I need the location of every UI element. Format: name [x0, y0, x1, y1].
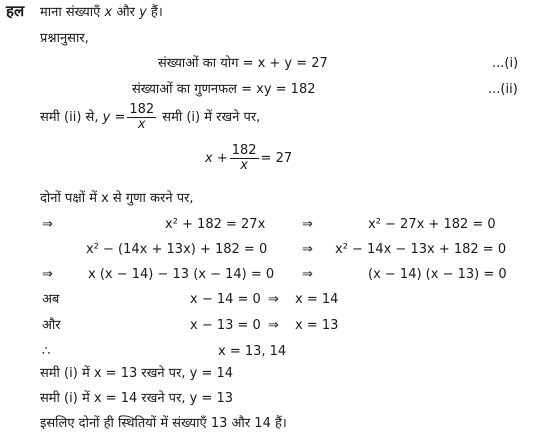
implies-arrow: ⇒	[42, 217, 53, 232]
substitution-line	[40, 103, 260, 133]
root-value: x = 14	[295, 292, 339, 307]
conclusion-line: इसलिए दोनों ही स्थितियों में संख्याएँ 13 और 14 हैं।	[40, 416, 287, 431]
therefore-symbol: ∴	[42, 344, 51, 359]
step-equation: x − 13 = 0	[190, 318, 261, 333]
step-equation: x² − 14x − 13x + 182 = 0	[335, 242, 507, 257]
text-part: माना संख्याएँ	[40, 5, 105, 20]
root-value: x = 13	[295, 318, 339, 333]
case-line-2: समी (i) में x = 14 रखने पर, y = 13	[40, 391, 234, 406]
equation-tag-1: ...(i)	[492, 56, 519, 71]
numerator: 182	[231, 143, 257, 158]
implies-arrow: ⇒	[268, 318, 279, 333]
numerator: 182	[129, 102, 155, 117]
text-part: हैं।	[146, 5, 163, 20]
step-equation: x² + 182 = 27x	[165, 217, 266, 232]
implies-arrow: ⇒	[268, 292, 279, 307]
equation-sum: संख्याओं का योग = x + y = 27	[158, 56, 328, 71]
text-part: समी (i) में रखने पर,	[158, 110, 261, 125]
step-label: और	[42, 318, 61, 333]
implies-arrow: ⇒	[42, 267, 53, 282]
step-equation: x² − (14x + 13x) + 182 = 0	[86, 242, 268, 257]
roots: x = 13, 14	[218, 344, 287, 359]
fraction-182-over-x	[127, 103, 156, 132]
implies-arrow: ⇒	[302, 217, 313, 232]
multiply-line: दोनों पक्षों में x से गुणा करने पर,	[40, 191, 194, 206]
var-x: x	[104, 5, 113, 20]
case-line-1: समी (i) में x = 13 रखने पर, y = 14	[40, 366, 234, 381]
expr-y: y =	[102, 110, 126, 125]
step-label: अब	[42, 292, 60, 307]
var-y: y	[139, 5, 147, 20]
expr-x-plus: x +	[205, 151, 228, 166]
rhs: = 27	[260, 151, 293, 166]
solution-label: हल	[6, 2, 25, 20]
equation-substituted	[205, 144, 292, 174]
denominator: x	[240, 158, 248, 173]
implies-arrow: ⇒	[302, 242, 313, 257]
step-equation: (x − 14) (x − 13) = 0	[368, 267, 507, 282]
step-equation: x² − 27x + 182 = 0	[368, 217, 496, 232]
denominator: x	[137, 117, 146, 132]
step-equation: x − 14 = 0	[190, 292, 261, 307]
equation-product: संख्याओं का गुणनफल = xy = 182	[132, 82, 316, 97]
step-equation: x (x − 14) − 13 (x − 14) = 0	[88, 267, 275, 282]
text-part: और	[112, 5, 140, 20]
text-part: समी (ii) से,	[40, 110, 103, 125]
implies-arrow: ⇒	[302, 267, 313, 282]
assumption-line	[40, 5, 163, 21]
fraction-182-over-x	[230, 144, 259, 173]
equation-tag-2: ...(ii)	[488, 82, 518, 97]
according-to-question: प्रश्नानुसार,	[40, 31, 89, 46]
